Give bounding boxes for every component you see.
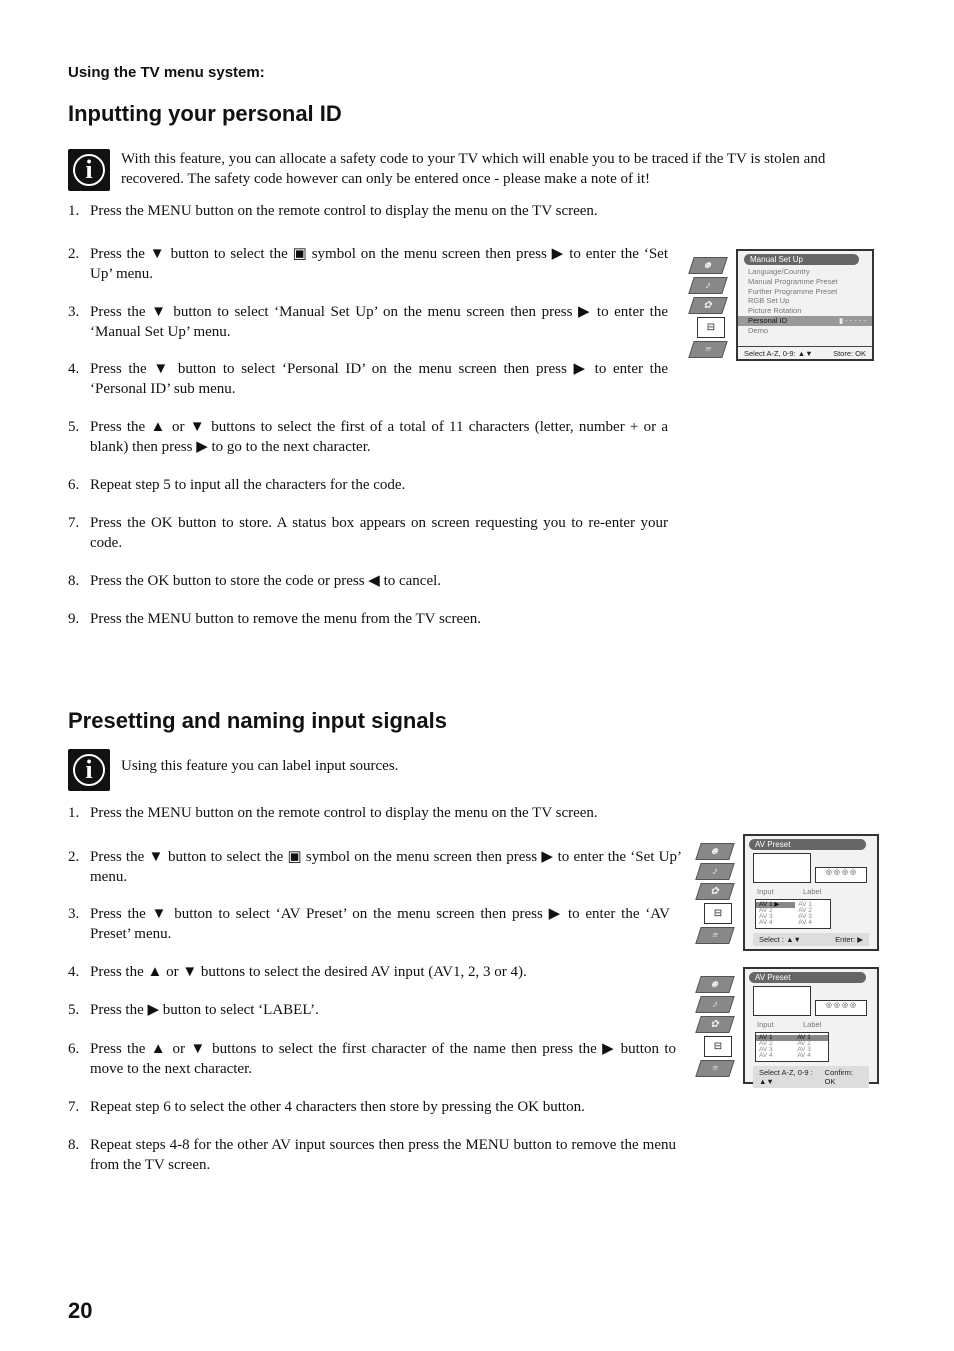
toolbox-icon: ⊟ [704,1036,732,1057]
menu-item: Further Programme Preset [748,286,838,296]
section2-intro: Using this feature you can label input sources. [121,758,399,774]
col-label: Label [803,887,822,896]
col-label: Label [803,1020,822,1029]
music-icon: ♪ [695,863,735,880]
menu-footer: Select A-Z, 0-9 : ▲▼ Confirm: OK [753,1066,869,1088]
leaf-icon: ✿ [695,883,735,900]
manual-setup-menu [736,249,874,361]
list-item: 1. Press the MENU button on the remote control to display the menu on the TV screen. [68,203,598,219]
list-item: 7. Repeat step 6 to select the other 4 characters then store by pressing the OK button. [68,1099,585,1115]
section1-intro: With this feature, you can allocate a safety code to your TV which will enable you to be traced if the TV is stolen and recovered. The safety code however can only be entered once - please make a note of it! [121,151,826,187]
table-row: AV 2 AV 2 [759,907,812,914]
av-table [755,1032,829,1062]
list-item: 9. Press the MENU button to remove the menu from the TV screen. [68,611,482,627]
table-row: AV 1 AV 1 [756,1035,828,1041]
table-row: AV 4 AV 4 [759,919,812,926]
av-jacks: ◎ ◎ ◎ ◎ [815,867,867,883]
menu-lines-icon: ≡ [695,1060,735,1077]
menu-footer: Select A-Z, 0-9: ▲▼ Store: OK [738,346,872,360]
av-connector-panel [753,853,811,883]
menu-item: Manual Programme Preset [748,276,838,286]
person-icon: ☻ [695,843,735,860]
menu-item: Language/Country [748,267,810,276]
list-item: 5. Press the ▶ button to select ‘LABEL’. [68,1002,319,1018]
list-item: 1. Press the MENU button on the remote control to display the menu on the TV screen. [68,805,598,821]
list-item: 7. Press the OK button to store. A status box appears on screen requesting you to re-enter your code. [68,515,668,551]
table-row: AV 3 AV 3 [759,913,812,920]
table-row: AV 4 AV 4 [759,1052,811,1059]
list-item: 8. Press the OK button to store the code or press ◀ to cancel. [68,573,442,589]
list-item: 8. Repeat steps 4-8 for the other AV input sources then press the MENU button to remove the menu from the TV screen. [68,1137,676,1173]
section2-title: Presetting and naming input signals [68,708,447,733]
menu-title: AV Preset [749,972,866,983]
person-icon: ☻ [688,257,728,274]
section1-title: Inputting your personal ID [68,101,342,126]
toolbox-icon: ⊟ [697,317,725,338]
music-icon: ♪ [695,996,735,1013]
table-row: AV 1 ▶ AV 1 [756,902,830,908]
list-item: 4. Press the ▼ button to select ‘Personal ID’ on the menu screen then press ▶ to enter the ‘Personal ID’ sub menu. [68,361,668,397]
section-header: Using the TV menu system: [68,64,265,81]
menu-item: RGB Set Up [748,296,790,306]
av-preset-menu-label [743,967,879,1084]
person-icon: ☻ [695,976,735,993]
col-input: Input [757,1020,774,1029]
menu-item-selected: Personal ID ▮ - - - - - [738,316,872,326]
menu-footer: Select : ▲▼ Enter: ▶ [753,933,869,946]
menu-item: Picture Rotation [748,306,802,316]
av-jacks: ◎ ◎ ◎ ◎ [815,1000,867,1016]
list-item: 2. Press the ▼ button to select the ▣ symbol on the menu screen then press ▶ to enter the ‘Set Up’ menu. [68,246,668,282]
table-row: AV 2 AV 2 [759,1040,811,1047]
list-item: 5. Press the ▲ or ▼ buttons to select the first of a total of 11 characters (letter, number + or a blank) then press ▶ to go to the next character. [68,419,668,455]
col-input: Input [757,887,774,896]
toolbox-icon: ⊟ [704,903,732,924]
leaf-icon: ✿ [688,297,728,314]
table-row: AV 3 AV 3 [759,1046,811,1053]
menu-side-icons [698,843,732,944]
menu-item: Demo [748,325,769,335]
av-connector-panel [753,986,811,1016]
leaf-icon: ✿ [695,1016,735,1033]
menu-side-icons [691,257,725,358]
info-icon: i [68,149,110,191]
list-item: 3. Press the ▼ button to select ‘AV Preset’ on the menu screen then press ▶ to enter the ‘AV Preset’ menu. [68,906,670,942]
page-number: 20 [68,1298,93,1323]
list-item: 4. Press the ▲ or ▼ buttons to select the desired AV input (AV1, 2, 3 or 4). [68,964,527,980]
list-item: 2. Press the ▼ button to select the ▣ symbol on the menu screen then press ▶ to enter the ‘Set Up’ menu. [68,849,682,885]
list-item: 6. Repeat step 5 to input all the characters for the code. [68,477,406,493]
menu-lines-icon: ≡ [688,341,728,358]
menu-lines-icon: ≡ [695,927,735,944]
list-item: 3. Press the ▼ button to select ‘Manual Set Up’ on the menu screen then press ▶ to enter the ‘Manual Set Up’ menu. [68,304,668,340]
menu-side-icons [698,976,732,1077]
av-table [755,899,831,929]
av-preset-menu [743,834,879,951]
menu-title: Manual Set Up [744,254,859,265]
list-item: 6. Press the ▲ or ▼ buttons to select the first character of the name then press the ▶ button to move to the next character. [68,1041,676,1077]
music-icon: ♪ [688,277,728,294]
menu-title: AV Preset [749,839,866,850]
info-icon: i [68,749,110,791]
